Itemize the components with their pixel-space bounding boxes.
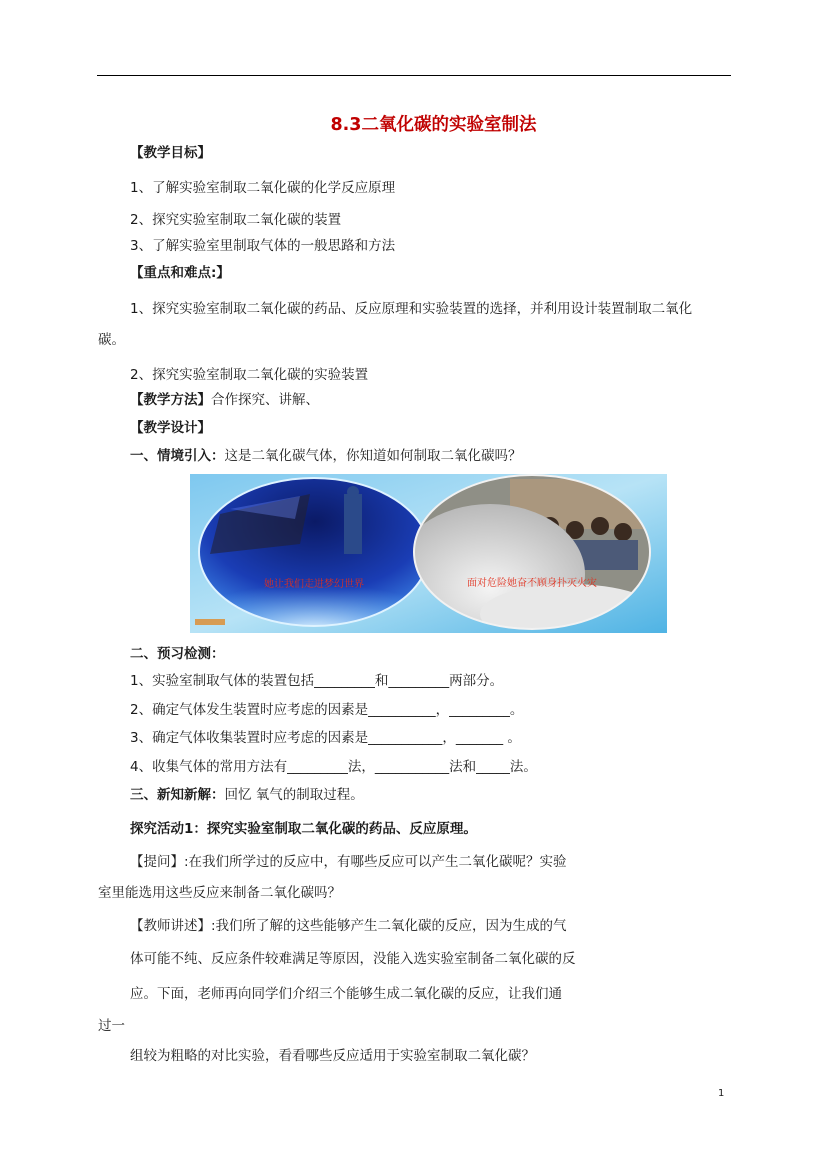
method-text: 合作探究、讲解、: [211, 392, 319, 408]
teacher-line-1: [130, 917, 567, 935]
method-line: [130, 391, 319, 409]
teacher-line-3: 应。下面，老师再向同学们介绍三个能够生成二氧化碳的反应，让我们通: [130, 986, 562, 1002]
objective-item-3: 3、了解实验室里制取气体的一般思路和方法: [130, 238, 396, 254]
preview-item-2: 2、确定气体发生装置时应考虑的因素是__________，_________。: [130, 702, 524, 718]
page-number: 1: [718, 1088, 725, 1099]
key-point-item-1-line-1: 1、探究实验室制取二氧化碳的药品、反应原理和实验装置的选择，并利用设计装置制取二氧化: [130, 301, 693, 317]
key-point-item-1-line-2: 碳。: [98, 332, 125, 348]
co2-illustration-banner: [190, 474, 667, 633]
activity-1-title: 探究活动1：探究实验室制取二氧化碳的药品、反应原理。: [130, 821, 477, 837]
question-label: 【提问】: [130, 854, 184, 870]
objective-item-1: 1、了解实验室制取二氧化碳的化学反应原理: [130, 180, 396, 196]
objective-item-2: 2、探究实验室制取二氧化碳的装置: [130, 212, 342, 228]
header-rule: [97, 75, 731, 76]
teacher-line-4: 过一: [98, 1018, 125, 1034]
page-title: 8.3二氧化碳的实验室制法: [330, 115, 537, 135]
question-text: :在我们所学过的反应中，有哪些反应可以产生二氧化碳呢？实验: [184, 854, 567, 870]
intro-text: 这是二氧化碳气体，你知道如何制取二氧化碳吗？: [224, 448, 522, 464]
preview-heading: 二、预习检测：: [130, 646, 225, 662]
objectives-heading: 【教学目标】: [130, 145, 211, 161]
new-knowledge-label: 三、新知新解：: [130, 787, 225, 803]
banner-left-caption: 她让我们走进梦幻世界: [264, 579, 364, 590]
preview-item-4: 4、收集气体的常用方法有_________法，___________法和_____法。: [130, 759, 537, 775]
teacher-label: 【教师讲述】: [130, 918, 211, 934]
banner-right-caption: 面对危险她奋不顾身扑灭火灾: [467, 578, 597, 589]
teacher-text: :我们所了解的这些能够产生二氧化碳的反应，因为生成的气: [211, 918, 567, 934]
preview-item-3: 3、确定气体收集装置时应考虑的因素是___________，_______ 。: [130, 730, 521, 746]
new-knowledge-line: [130, 786, 364, 804]
teacher-line-5: 组较为粗略的对比实验，看看哪些反应适用于实验室制取二氧化碳？: [130, 1048, 535, 1064]
method-heading: 【教学方法】: [130, 392, 211, 408]
new-knowledge-text: 回忆 氧气的制取过程。: [224, 787, 364, 803]
question-line-2: 室里能选用这些反应来制备二氧化碳吗？: [98, 885, 341, 901]
question-line-1: [130, 853, 567, 871]
preview-item-1: 1、实验室制取气体的装置包括_________和_________两部分。: [130, 673, 504, 689]
key-point-item-2: 2、探究实验室制取二氧化碳的实验装置: [130, 367, 369, 383]
intro-label: 一、情境引入：: [130, 448, 225, 464]
teacher-line-2: 体可能不纯、反应条件较难满足等原因，没能入选实验室制备二氧化碳的反: [130, 951, 576, 967]
intro-line: [130, 447, 522, 465]
key-points-heading: 【重点和难点:】: [130, 265, 230, 281]
design-heading: 【教学设计】: [130, 420, 211, 436]
